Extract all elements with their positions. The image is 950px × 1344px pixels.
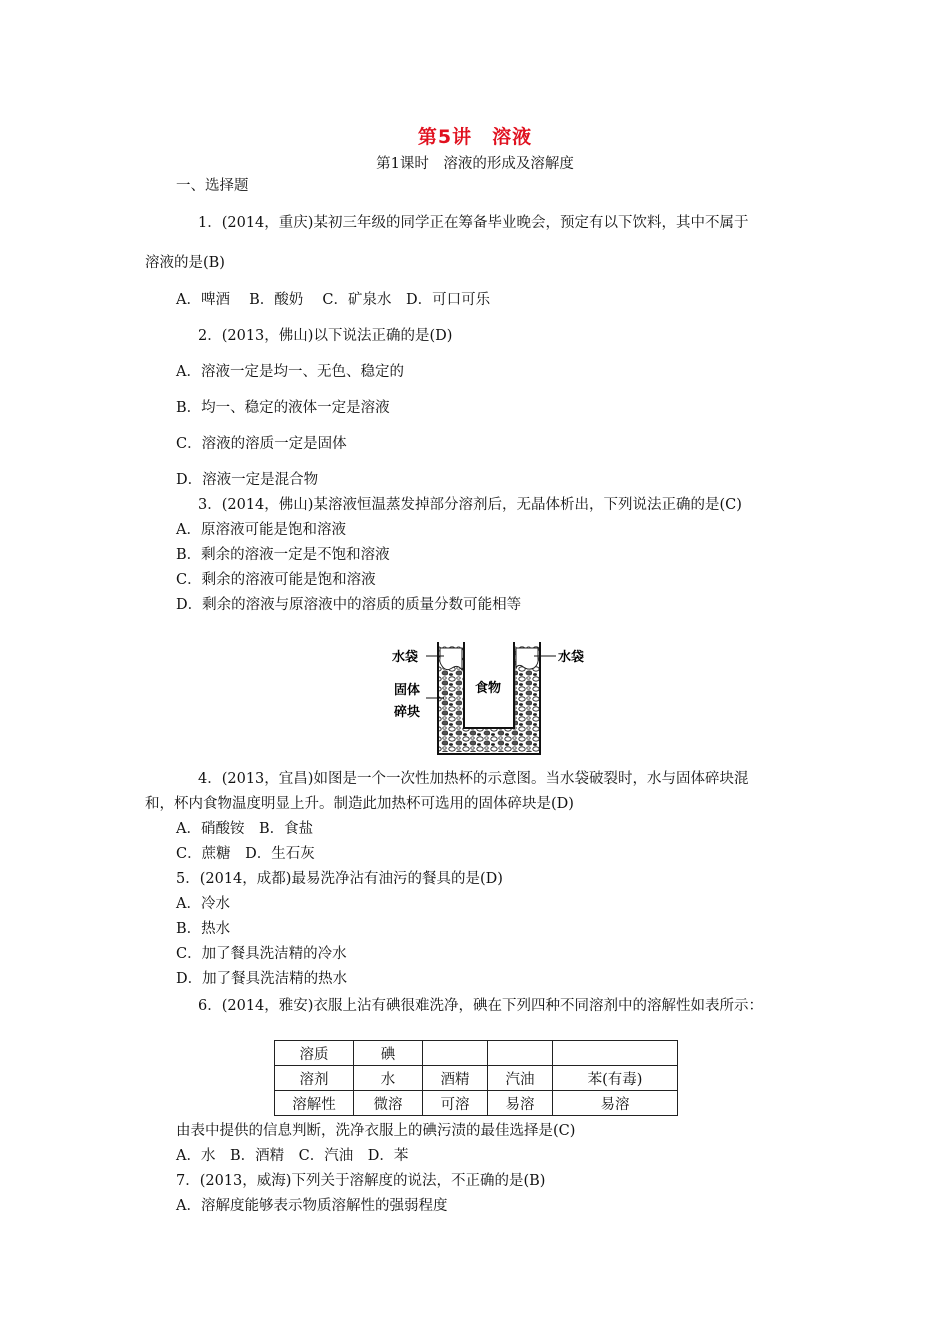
table-cell: 碘 [354,1041,423,1066]
q6-options: A．水 B．酒精 C．汽油 D．苯 [176,1148,409,1164]
q1-options: A．啤酒 B．酸奶 C．矿泉水 D．可口可乐 [176,292,491,308]
table-row [275,1091,678,1116]
table-cell [488,1041,553,1066]
q2-option-b: B．均一、稳定的液体一定是溶液 [176,400,390,416]
table-cell: 溶剂 [275,1066,354,1091]
q5-option-a: A．冷水 [176,896,230,912]
q5-stem: 5．(2014，成都)最易洗净沾有油污的餐具的是(D) [176,871,503,887]
q2-option-d: D．溶液一定是混合物 [176,472,319,488]
solubility-table [274,1040,678,1116]
q3-option-a: A．原溶液可能是饱和溶液 [176,522,346,538]
bottom-fill [438,728,540,752]
left-bag-label: 水袋 [392,650,419,665]
q3-option-d: D．剩余的溶液与原溶液中的溶质的质量分数可能相等 [176,597,522,613]
solid-label-1: 固体 [394,683,421,698]
q4-stem-line2: 和，杯内食物温度明显上升。制造此加热杯可选用的固体碎块是(D) [145,796,574,812]
q6-stem: 6．(2014，雅安)衣服上沾有碘很难洗净，碘在下列四种不同溶剂中的溶解性如表所示： [198,998,763,1014]
q4-stem-line1: 4．(2013，宜昌)如图是一个一次性加热杯的示意图。当水袋破裂时，水与固体碎块混 [198,771,749,787]
solid-label-2: 碎块 [394,705,421,720]
q3-option-b: B．剩余的溶液一定是不饱和溶液 [176,547,390,563]
q2-stem: 2．(2013，佛山)以下说法正确的是(D) [198,328,453,344]
section-heading: 一、选择题 [176,178,249,194]
table-cell: 易溶 [488,1091,553,1116]
q4-options-line2: C．蔗糖 D．生石灰 [176,846,315,862]
table-row [275,1066,678,1091]
table-row [275,1041,678,1066]
table-cell [423,1041,488,1066]
q1-stem-line1: 1．(2014，重庆)某初三年级的同学正在筹备毕业晚会，预定有以下饮料，其中不属于 [198,215,749,231]
q2-option-c: C．溶液的溶质一定是固体 [176,436,347,452]
q3-option-c: C．剩余的溶液可能是饱和溶液 [176,572,376,588]
page-subtitle: 第1课时 溶液的形成及溶解度 [376,156,574,172]
q1-stem-line2: 溶液的是(B) [145,255,225,271]
table-cell: 苯(有毒) [553,1066,678,1091]
q7-stem: 7．(2013，威海)下列关于溶解度的说法，不正确的是(B) [176,1173,546,1189]
q2-option-a: A．溶液一定是均一、无色、稳定的 [176,364,404,380]
q3-stem: 3．(2014，佛山)某溶液恒温蒸发掉部分溶剂后，无晶体析出，下列说法正确的是(C) [198,497,742,513]
right-bag-label: 水袋 [558,650,585,665]
table-cell: 可溶 [423,1091,488,1116]
q5-option-c: C．加了餐具洗洁精的冷水 [176,946,347,962]
table-cell: 酒精 [423,1066,488,1091]
table-cell: 溶质 [275,1041,354,1066]
page-title: 第5讲 溶液 [417,126,533,148]
q7-option-a: A．溶解度能够表示物质溶解性的强弱程度 [176,1198,448,1214]
food-label: 食物 [475,681,502,696]
table-cell: 易溶 [553,1091,678,1116]
table-cell: 微溶 [354,1091,423,1116]
q5-option-d: D．加了餐具洗洁精的热水 [176,971,348,987]
table-cell: 溶解性 [275,1091,354,1116]
table-cell: 水 [354,1066,423,1091]
q5-option-b: B．热水 [176,921,231,937]
left-water-bag [440,648,462,670]
q4-options-line1: A．硝酸铵 B．食盐 [176,821,314,837]
table-cell: 汽油 [488,1066,553,1091]
heating-cup-figure [392,636,598,758]
q6-after-table: 由表中提供的信息判断，洗净衣服上的碘污渍的最佳选择是(C) [176,1123,576,1139]
table-cell [553,1041,678,1066]
